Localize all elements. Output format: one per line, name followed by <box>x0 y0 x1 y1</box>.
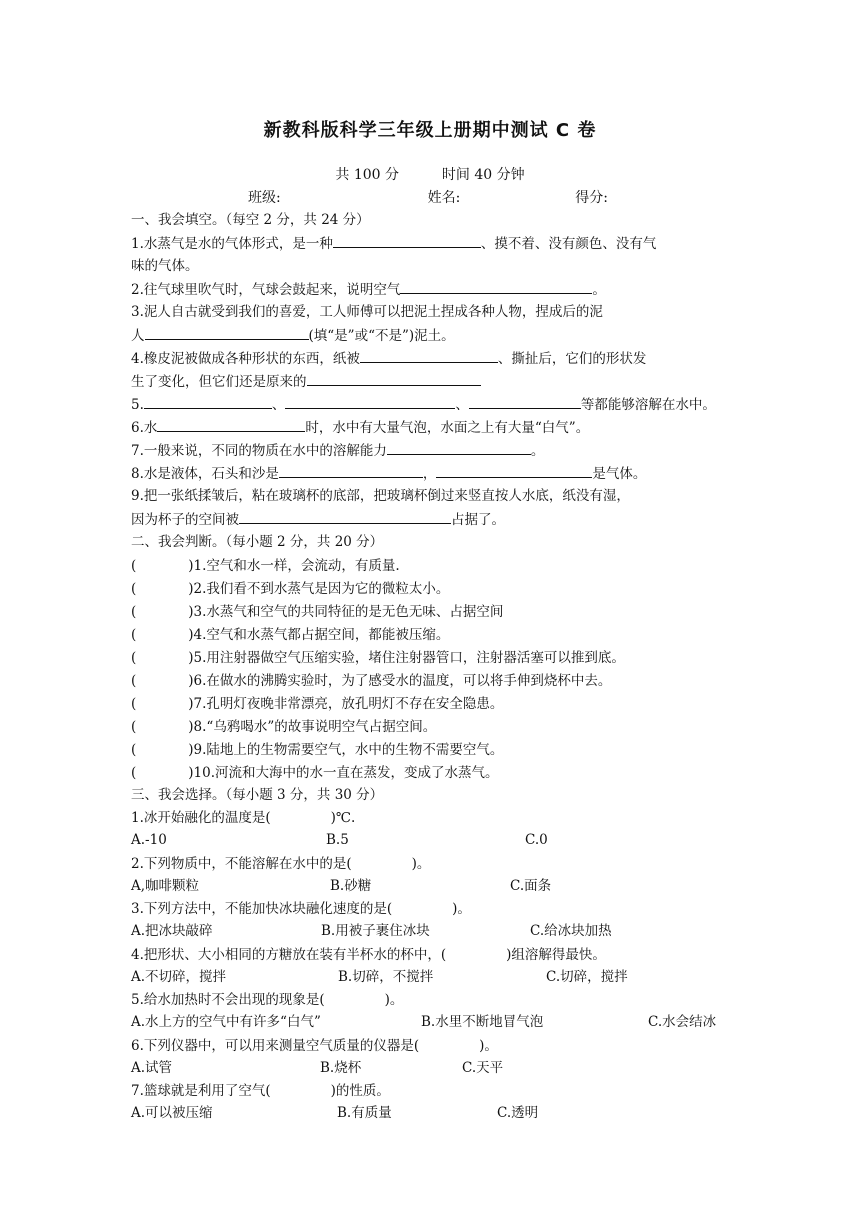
answer-paren-open[interactable]: ( <box>131 765 137 781</box>
option-a[interactable]: A.水上方的空气中有许多“白气” <box>131 1014 321 1030</box>
option-b[interactable]: B.有质量 <box>337 1105 392 1121</box>
fill-q7 <box>131 440 731 461</box>
judge-text: )9.陆地上的生物需要空气，水中的生物不需要空气。 <box>188 742 504 758</box>
question-text: 3.下列方法中，不能加快冰块融化速度的是( <box>131 901 393 917</box>
fill-q2 <box>131 279 731 300</box>
option-a[interactable]: A.试管 <box>131 1060 173 1076</box>
judge-text: )5.用注射器做空气压缩实验，堵住注射器管口，注射器活塞可以推到底。 <box>188 650 625 666</box>
choice-question <box>131 854 731 874</box>
option-b[interactable]: B.水里不断地冒气泡 <box>421 1014 544 1030</box>
question-text: 5.给水加热时不会出现的现象是( <box>131 992 325 1008</box>
option-a[interactable]: A.可以被压缩 <box>131 1105 213 1121</box>
time-limit: 时间 40 分钟 <box>441 167 525 183</box>
question-text: 1.冰开始融化的温度是( <box>131 810 271 826</box>
option-c[interactable]: C.给冰块加热 <box>530 923 612 939</box>
answer-blank[interactable] <box>157 417 305 432</box>
answer-paren-open[interactable]: ( <box>131 604 137 620</box>
question-text: )。 <box>384 992 404 1008</box>
question-text: )的性质。 <box>330 1083 390 1099</box>
choice-question <box>131 945 731 965</box>
question-text: 。 <box>530 443 545 459</box>
judge-text: )6.在做水的沸腾实验时，为了感受水的温度，可以将手伸到烧杯中去。 <box>188 673 612 689</box>
option-c[interactable]: C.面条 <box>510 878 552 894</box>
option-c[interactable]: C.切碎，搅拌 <box>546 969 628 985</box>
answer-paren-open[interactable]: ( <box>131 696 137 712</box>
section-fill-heading: 一、我会填空。（每空 2 分，共 24 分） <box>131 212 370 228</box>
question-text: 。 <box>592 282 606 298</box>
judge-text: )3.水蒸气和空气的共同特征的是无色无味、占据空间 <box>188 604 504 620</box>
question-text: )。 <box>479 1038 498 1054</box>
fill-q6 <box>131 417 731 438</box>
answer-blank[interactable] <box>239 509 451 524</box>
answer-blank[interactable] <box>307 371 481 386</box>
judge-item <box>131 717 731 737</box>
judge-item <box>131 740 731 760</box>
choice-question <box>131 899 731 919</box>
choice-question <box>131 1036 731 1056</box>
judge-item <box>131 556 731 576</box>
question-text: )组溶解得最快。 <box>506 947 606 963</box>
choice-question <box>131 990 731 1010</box>
section-judge-heading: 二、我会判断。（每小题 2 分，共 20 分） <box>131 534 384 550</box>
option-b[interactable]: B.5 <box>326 832 349 848</box>
answer-blank[interactable] <box>285 394 455 409</box>
question-text: )℃. <box>330 810 356 826</box>
question-text: 6.下列仪器中，可以用来测量空气质量的仪器是( <box>131 1038 420 1054</box>
choice-question <box>131 808 731 828</box>
question-text: )。 <box>452 901 471 917</box>
option-b[interactable]: B.砂糖 <box>330 878 372 894</box>
judge-text: )8.“乌鸦喝水”的故事说明空气占据空间。 <box>188 719 437 735</box>
answer-blank[interactable] <box>387 440 531 455</box>
answer-paren-open[interactable]: ( <box>131 558 137 574</box>
answer-paren-open[interactable]: ( <box>131 581 137 597</box>
answer-blank[interactable] <box>469 394 581 409</box>
judge-item <box>131 671 731 691</box>
judge-item <box>131 763 731 783</box>
fill-q1-cont: 味的气体。 <box>131 258 199 274</box>
question-text: 时，水中有大量气泡，水面之上有大量“白气”。 <box>305 420 590 436</box>
fill-q4 <box>131 348 731 369</box>
name-label: 姓名: <box>427 190 461 206</box>
judge-item <box>131 648 731 668</box>
fill-q5 <box>131 394 731 415</box>
judge-item <box>131 579 731 599</box>
option-a[interactable]: A,咖啡颗粒 <box>131 878 200 894</box>
question-text: ， <box>422 466 437 482</box>
question-text: (填“是”或“不是”)泥土。 <box>308 328 455 344</box>
question-text: 4.把形状、大小相同的方糖放在装有半杯水的杯中，( <box>131 947 447 963</box>
option-c[interactable]: C.天平 <box>462 1060 504 1076</box>
option-c[interactable]: C.0 <box>525 832 548 848</box>
judge-text: )10.河流和大海中的水一直在蒸发，变成了水蒸气。 <box>188 765 499 781</box>
choice-question <box>131 1081 731 1101</box>
question-text: 是气体。 <box>592 466 647 482</box>
question-text: 1.水蒸气是水的气体形式，是一种 <box>131 236 333 252</box>
answer-blank[interactable] <box>279 463 423 478</box>
fill-q8 <box>131 463 731 484</box>
fill-q9: 9.把一张纸揉皱后，粘在玻璃杯的底部，把玻璃杯倒过来竖直按人水底，纸没有湿， <box>131 488 630 504</box>
question-text: 、摸不着、没有颜色、没有气 <box>480 236 657 252</box>
judge-item <box>131 694 731 714</box>
question-text: 、 <box>271 397 286 413</box>
page-title: 新教科版科学三年级上册期中测试 C 卷 <box>263 120 597 141</box>
fill-q3: 3.泥人自古就受到我们的喜爱，工人师傅可以把泥土捏成各种人物，捏成后的泥 <box>131 304 603 320</box>
question-text: 等都能够溶解在水中。 <box>580 397 716 413</box>
question-text: 生了变化，但它们还是原来的 <box>131 374 307 390</box>
fill-q3-cont <box>131 325 731 346</box>
answer-paren-open[interactable]: ( <box>131 650 137 666</box>
judge-item <box>131 602 731 622</box>
exam-info <box>0 164 860 184</box>
answer-blank[interactable] <box>145 325 309 340</box>
question-text: 人 <box>131 328 145 344</box>
fill-q9-cont <box>131 509 731 530</box>
question-text: 2.往气球里吹气时，气球会鼓起来，说明空气 <box>131 282 401 298</box>
judge-text: )7.孔明灯夜晚非常漂亮，放孔明灯不存在安全隐患。 <box>188 696 504 712</box>
question-text: 因为杯子的空间被 <box>131 512 239 528</box>
question-text: 4.橡皮泥被做成各种形状的东西，纸被 <box>131 351 360 367</box>
answer-blank[interactable] <box>144 394 272 409</box>
judge-text: )1.空气和水一样，会流动，有质量. <box>188 558 400 574</box>
question-text: 8.水是液体，石头和沙是 <box>131 466 279 482</box>
option-a[interactable]: A.把冰块敲碎 <box>131 923 213 939</box>
answer-paren-open[interactable]: ( <box>131 742 137 758</box>
answer-blank[interactable] <box>436 463 592 478</box>
question-text: )。 <box>411 856 431 872</box>
section-choice-heading: 三、我会选择。（每小题 3 分，共 30 分） <box>131 787 384 803</box>
answer-paren-open[interactable]: ( <box>131 719 137 735</box>
judge-item <box>131 625 731 645</box>
option-b[interactable]: B.用被子裹住冰块 <box>321 923 430 939</box>
fill-q4-cont <box>131 371 731 392</box>
question-text: 、 <box>455 397 469 413</box>
option-c[interactable]: C.透明 <box>497 1105 539 1121</box>
question-text: 6.水 <box>131 420 158 436</box>
score-label: 得分: <box>575 190 608 206</box>
option-c[interactable]: C.水会结冰 <box>648 1014 717 1030</box>
judge-text: )2.我们看不到水蒸气是因为它的微粒太小。 <box>188 581 450 597</box>
option-b[interactable]: B.切碎，不搅拌 <box>338 969 434 985</box>
question-text: 、撕扯后，它们的形状发 <box>497 351 647 367</box>
class-label: 班级: <box>248 190 281 206</box>
question-text: 2.下列物质中，不能溶解在水中的是( <box>131 856 352 872</box>
question-text: 7.篮球就是利用了空气( <box>131 1083 271 1099</box>
judge-text: )4.空气和水蒸气都占据空间，都能被压缩。 <box>188 627 450 643</box>
option-a[interactable]: A.不切碎，搅拌 <box>131 969 227 985</box>
answer-blank[interactable] <box>360 348 498 363</box>
answer-blank[interactable] <box>333 233 481 248</box>
option-a[interactable]: A.-10 <box>131 832 167 848</box>
student-info-row <box>248 188 848 208</box>
answer-paren-open[interactable]: ( <box>131 627 137 643</box>
total-score: 共 100 分 <box>335 167 399 183</box>
question-text: 7.一般来说，不同的物质在水中的溶解能力 <box>131 443 387 459</box>
question-text: 5. <box>131 397 144 413</box>
option-b[interactable]: B.烧杯 <box>320 1060 362 1076</box>
question-text: 占据了。 <box>451 512 505 528</box>
fill-q1 <box>131 233 731 254</box>
answer-blank[interactable] <box>400 279 592 294</box>
answer-paren-open[interactable]: ( <box>131 673 137 689</box>
